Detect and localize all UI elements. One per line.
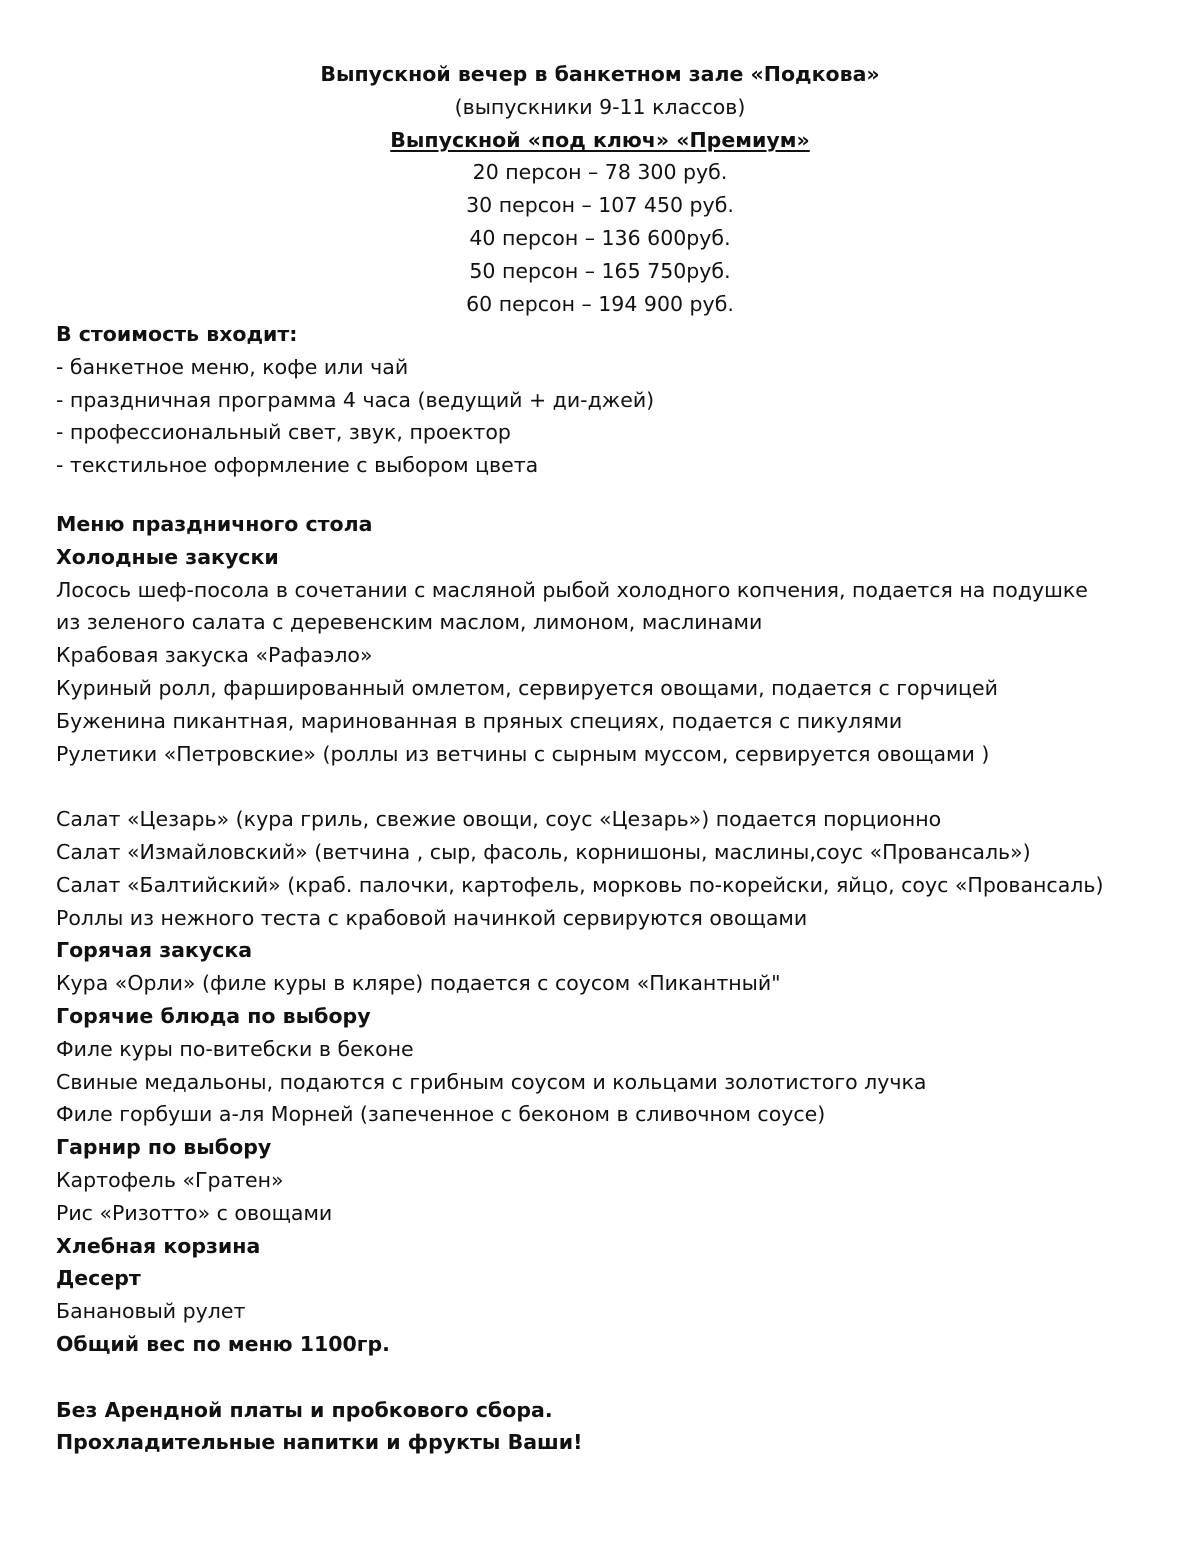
hot-dishes-heading: Горячие блюда по выбору xyxy=(56,1003,371,1028)
menu-section xyxy=(56,508,1186,1361)
price-line: 50 персон – 165 750руб. xyxy=(469,258,731,283)
price-line: 40 персон – 136 600руб. xyxy=(469,225,731,250)
salad-item: Салат «Цезарь» (кура гриль, свежие овощи, соус «Цезарь») подается порционно xyxy=(56,807,942,832)
salad-item: Салат «Измайловский» (ветчина , сыр, фасоль, корнишоны, маслины,соус «Провансаль») xyxy=(56,839,1031,864)
menu-heading: Меню праздничного стола xyxy=(56,511,373,536)
menu-item: из зеленого салата с деревенским маслом, лимоном, маслинами xyxy=(56,610,763,635)
footer-line: Прохладительные напитки и фрукты Ваши! xyxy=(56,1430,583,1455)
menu-item: Крабовая закуска «Рафаэло» xyxy=(56,643,373,668)
total-weight: Общий вес по меню 1100гр. xyxy=(56,1331,390,1356)
hot-starter-heading: Горячая закуска xyxy=(56,938,253,963)
menu-item: Рис «Ризотто» с овощами xyxy=(56,1200,333,1225)
menu-item: Куриный ролл, фаршированный омлетом, сервируется овощами, подается с горчицей xyxy=(56,675,998,700)
bread-heading: Хлебная корзина xyxy=(56,1233,261,1258)
salad-item: Салат «Балтийский» (краб. палочки, картофель, морковь по-корейски, яйцо, соус «Провансаль) xyxy=(56,872,1104,897)
document-body xyxy=(56,318,1186,1459)
menu-item: Буженина пикантная, маринованная в пряных специях, подается с пикулями xyxy=(56,708,903,733)
document-subtitle: (выпускники 9-11 классов) xyxy=(454,94,746,119)
salad-item: Роллы из нежного теста с крабовой начинкой сервируются овощами xyxy=(56,905,808,930)
dessert-heading: Десерт xyxy=(56,1266,141,1291)
section-gap xyxy=(56,1361,1186,1394)
garnish-heading: Гарнир по выбору xyxy=(56,1135,272,1160)
document-title: Выпускной вечер в банкетном зале «Подкова» xyxy=(320,62,880,86)
price-line: 30 персон – 107 450 руб. xyxy=(466,193,734,218)
menu-item: Свиные медальоны, подаются с грибным соусом и кольцами золотистого лучка xyxy=(56,1069,927,1094)
footer-line: Без Арендной платы и пробкового сбора. xyxy=(56,1397,553,1422)
footer-notes xyxy=(56,1394,1186,1460)
menu-item: Филе куры по-витебски в беконе xyxy=(56,1036,414,1061)
menu-item: Лосось шеф-посола в сочетании с масляной рыбой холодного копчения, подается на подушке xyxy=(56,577,1088,602)
included-item: - банкетное меню, кофе или чай xyxy=(56,354,409,379)
included-item: - праздничная программа 4 часа (ведущий + ди-джей) xyxy=(56,387,655,412)
menu-item: Рулетики «Петровские» (роллы из ветчины с сырным муссом, сервируется овощами ) xyxy=(56,741,990,766)
price-line: 60 персон – 194 900 руб. xyxy=(466,291,734,316)
menu-item: Банановый рулет xyxy=(56,1299,246,1324)
document-header xyxy=(0,58,1200,320)
cold-starters-heading: Холодные закуски xyxy=(56,544,279,569)
menu-item: Кура «Орли» (филе куры в кляре) подается с соусом «Пикантный" xyxy=(56,971,781,996)
included-heading: В стоимость входит: xyxy=(56,322,298,346)
included-section xyxy=(56,318,1186,482)
section-gap xyxy=(56,770,1186,803)
menu-item: Филе горбуши а-ля Морней (запеченное с беконом в сливочном соусе) xyxy=(56,1102,826,1127)
included-item: - профессиональный свет, звук, проектор xyxy=(56,420,511,445)
package-name: Выпускной «под ключ» «Премиум» xyxy=(390,127,810,152)
menu-item: Картофель «Гратен» xyxy=(56,1167,284,1192)
section-gap xyxy=(56,482,1186,508)
included-item: - текстильное оформление с выбором цвета xyxy=(56,453,539,478)
price-line: 20 персон – 78 300 руб. xyxy=(472,160,728,185)
